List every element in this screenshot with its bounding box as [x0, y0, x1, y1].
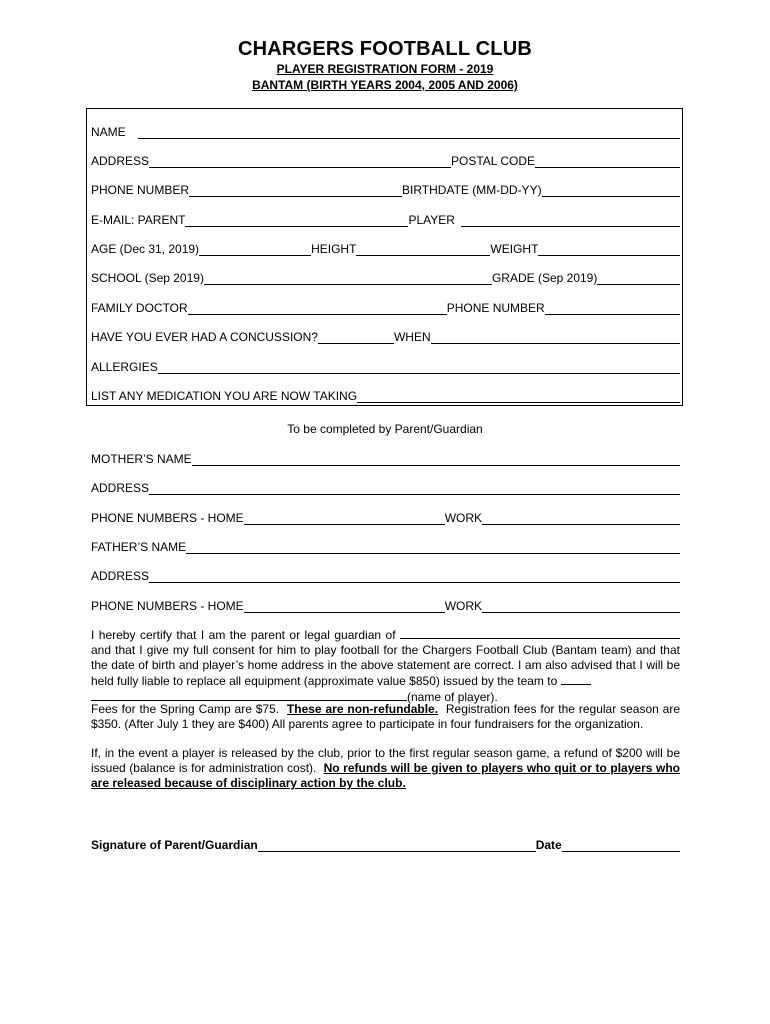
- address-row: [91, 152, 680, 168]
- age-row: [91, 240, 680, 256]
- email-parent-field[interactable]: [185, 214, 408, 227]
- school-field[interactable]: [204, 272, 492, 285]
- when-label: WHEN: [393, 330, 431, 344]
- spring-camp-fees: Fees for the Spring Camp are $75.: [91, 702, 280, 716]
- registration-fees: Registration fees for the regular season are $350. (After July 1 they are $400) All parents agree to participate in four fundraisers for the organization.: [91, 702, 681, 731]
- age-field[interactable]: [199, 243, 311, 256]
- fees-paragraph: [91, 702, 680, 732]
- date-field[interactable]: [562, 839, 680, 852]
- weight-field[interactable]: [538, 243, 680, 256]
- doctor-phone-field[interactable]: [545, 302, 680, 315]
- age-label: AGE (Dec 31, 2019): [91, 242, 200, 256]
- signature-field[interactable]: [258, 839, 536, 852]
- school-label: SCHOOL (Sep 2019): [91, 271, 204, 285]
- birthdate-field[interactable]: [542, 184, 680, 197]
- refund-policy: If, in the event a player is released by the club, prior to the first regular season game, a refund of $200 will be issued (balance is for administration cost).: [91, 746, 680, 775]
- doctor-label: FAMILY DOCTOR: [91, 301, 188, 315]
- postal-code-label: POSTAL CODE: [451, 154, 536, 168]
- father-name-row: [91, 538, 680, 554]
- mother-work-label: WORK: [444, 511, 483, 525]
- father-work-field[interactable]: [482, 600, 680, 613]
- mother-address-field[interactable]: [149, 482, 680, 495]
- mother-work-field[interactable]: [482, 512, 680, 525]
- name-row: [91, 123, 680, 139]
- concussion-label: HAVE YOU EVER HAD A CONCUSSION?: [91, 330, 318, 344]
- height-label: HEIGHT: [311, 242, 357, 256]
- signature-row: [91, 836, 680, 852]
- father-name-label: FATHER’S NAME: [91, 540, 187, 554]
- birthdate-label: BIRTHDATE (MM-DD-YY): [402, 183, 542, 197]
- father-address-field[interactable]: [149, 570, 680, 583]
- phone-row: [91, 181, 680, 197]
- form-subtitle: PLAYER REGISTRATION FORM - 2019: [276, 62, 494, 76]
- email-player-field[interactable]: [461, 214, 680, 227]
- name-field[interactable]: [138, 126, 680, 139]
- refund-paragraph: [91, 746, 680, 791]
- mother-address-label: ADDRESS: [91, 481, 150, 495]
- medication-row: [91, 387, 680, 403]
- name-of-player-label: (name of player).: [407, 690, 498, 704]
- weight-label: WEIGHT: [490, 242, 539, 256]
- email-parent-label: E-MAIL: PARENT: [91, 213, 186, 227]
- mother-name-label: MOTHER’S NAME: [91, 452, 192, 466]
- non-refundable-notice: These are non-refundable.: [286, 702, 439, 716]
- allergies-label: ALLERGIES: [91, 360, 158, 374]
- equipment-player-name-field[interactable]: [91, 689, 407, 701]
- medication-label: LIST ANY MEDICATION YOU ARE NOW TAKING: [91, 389, 358, 403]
- phone-field[interactable]: [189, 184, 402, 197]
- father-work-label: WORK: [444, 599, 483, 613]
- doctor-row: [91, 299, 680, 315]
- school-row: [91, 269, 680, 285]
- grade-label: GRADE (Sep 2019): [491, 271, 598, 285]
- height-field[interactable]: [356, 243, 490, 256]
- consent-intro: I hereby certify that I am the parent or legal guardian of: [91, 628, 396, 642]
- grade-field[interactable]: [597, 272, 680, 285]
- signature-label: Signature of Parent/Guardian: [91, 838, 258, 852]
- mother-address-row: [91, 479, 680, 495]
- phone-label: PHONE NUMBER: [91, 183, 190, 197]
- father-phone-home-field[interactable]: [244, 600, 445, 613]
- form-title: CHARGERS FOOTBALL CLUB: [237, 38, 533, 60]
- doctor-phone-label: PHONE NUMBER: [446, 301, 545, 315]
- postal-code-field[interactable]: [535, 155, 680, 168]
- consent-body: and that I give my full consent for him to play football for the Chargers Football Club (Bantam team) and that the date of birth and player’s home address in the above statement are correct. I am also advised that I will be held fully liable to replace all equipment (approximate value $850) issued by the team to: [91, 643, 680, 688]
- email-player-label: PLAYER: [408, 213, 455, 227]
- email-row: [91, 211, 680, 227]
- father-phone-home-label: PHONE NUMBERS - HOME: [91, 599, 244, 613]
- player-name-field[interactable]: [400, 627, 680, 639]
- address-field[interactable]: [149, 155, 451, 168]
- mother-name-field[interactable]: [192, 453, 680, 466]
- mother-phone-home-label: PHONE NUMBERS - HOME: [91, 511, 244, 525]
- date-label: Date: [535, 838, 562, 852]
- when-field[interactable]: [431, 331, 680, 344]
- father-name-field[interactable]: [186, 541, 680, 554]
- father-address-label: ADDRESS: [91, 569, 150, 583]
- father-address-row: [91, 567, 680, 583]
- consent-paragraph: [91, 627, 680, 705]
- allergies-row: [91, 358, 680, 374]
- concussion-row: [91, 328, 680, 344]
- mother-name-row: [91, 450, 680, 466]
- allergies-field[interactable]: [158, 361, 680, 374]
- mother-phone-home-field[interactable]: [244, 512, 445, 525]
- medication-field[interactable]: [357, 390, 680, 403]
- mother-phone-row: [91, 509, 680, 525]
- name-label: NAME: [91, 125, 126, 139]
- address-label: ADDRESS: [91, 154, 150, 168]
- player-name-short-field[interactable]: [561, 673, 591, 685]
- concussion-field[interactable]: [318, 331, 394, 344]
- form-division: BANTAM (BIRTH YEARS 2004, 2005 AND 2006): [252, 78, 518, 92]
- guardian-note: To be completed by Parent/Guardian: [287, 422, 483, 436]
- father-phone-row: [91, 597, 680, 613]
- doctor-field[interactable]: [188, 302, 447, 315]
- no-refunds-notice: No refunds will be given to players who quit or to players who are released because of disciplinary action by the club.: [91, 761, 680, 790]
